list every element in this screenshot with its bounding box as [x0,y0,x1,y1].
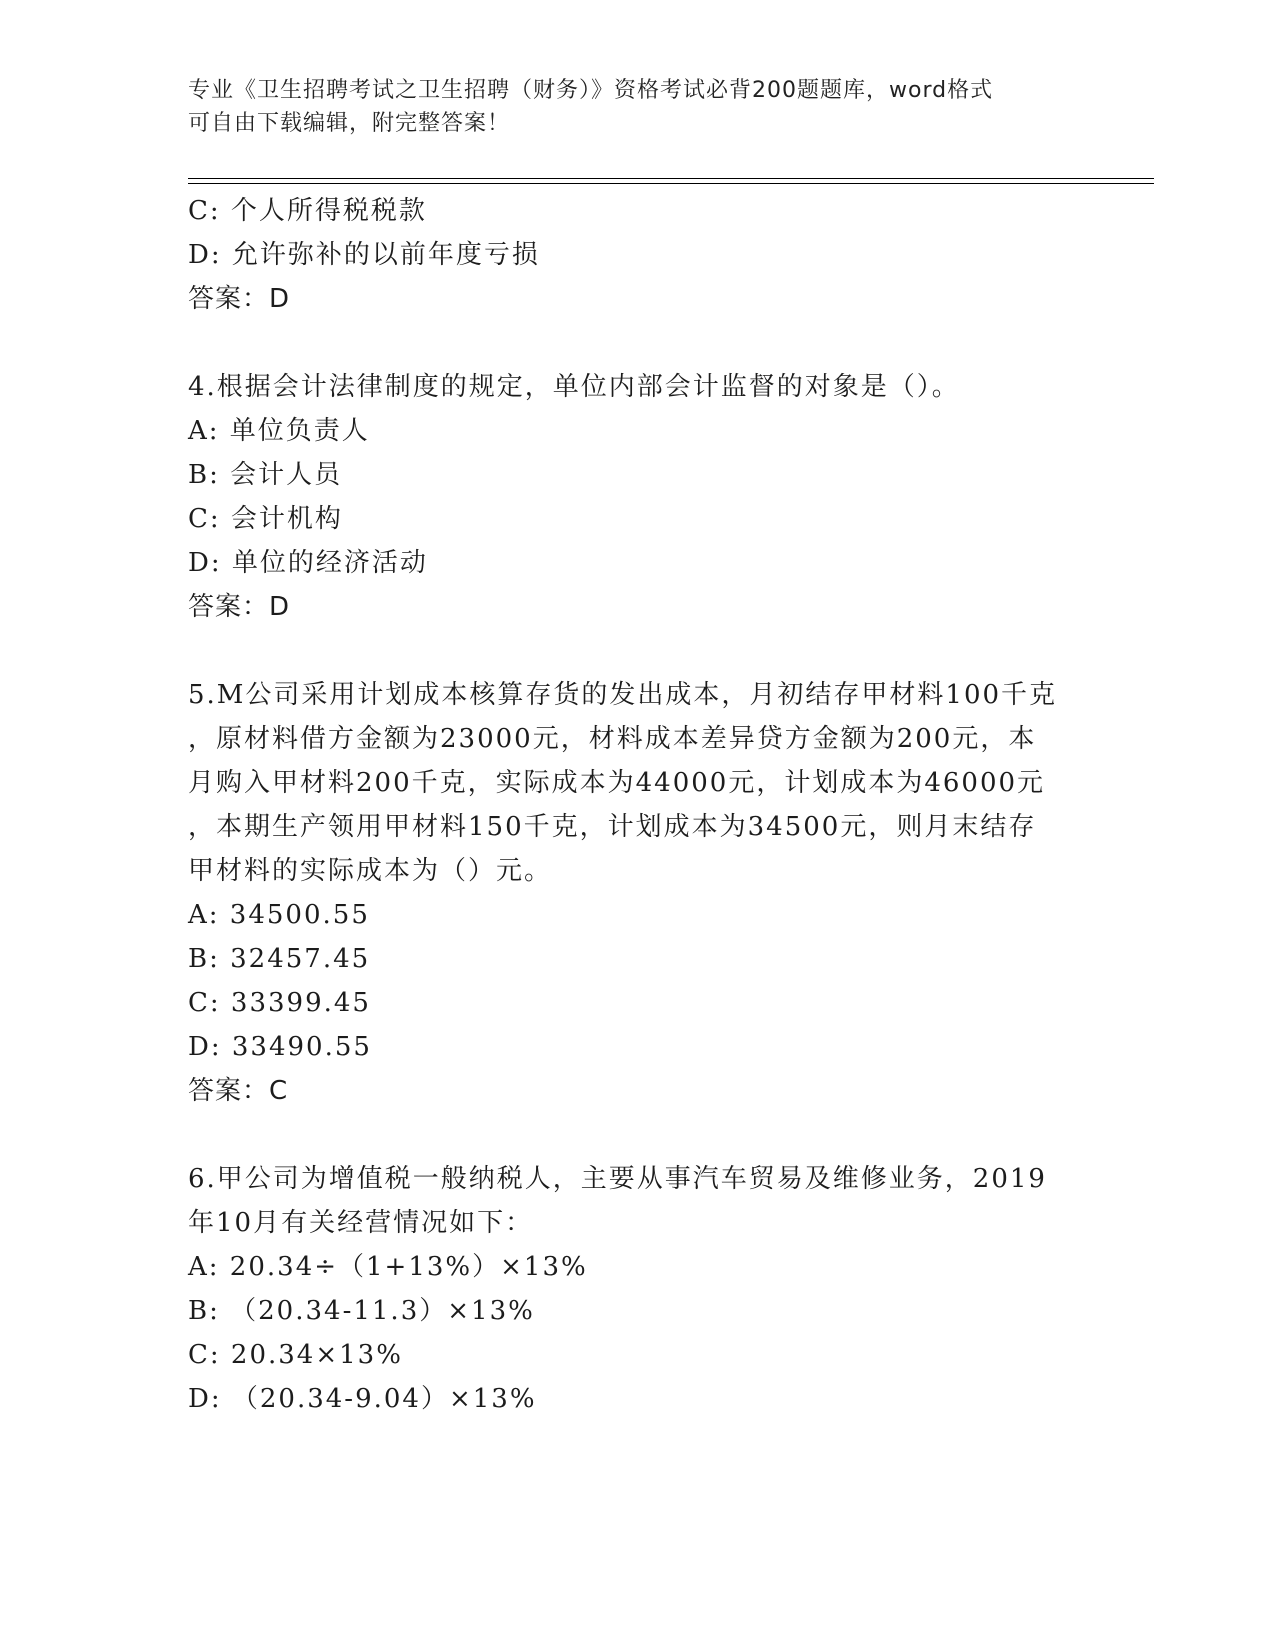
q5-stem-line-5: 甲材料的实际成本为（）元。 [188,856,553,886]
q6-option-d: D: （20.34-9.04）×13% [188,1384,537,1414]
q5-option-b: B: 32457.45 [188,944,371,974]
header-line-1: 专业《卫生招聘考试之卫生招聘（财务）》资格考试必背200题题库，word格式 [188,78,994,103]
q5-stem-line-4: ，本期生产领用甲材料150千克，计划成本为34500元，则月末结存 [188,812,1037,842]
header-rule-top [188,178,1154,179]
q6-stem-line-1: 6.甲公司为增值税一般纳税人，主要从事汽车贸易及维修业务，2019 [188,1164,1047,1194]
q4-option-b: B: 会计人员 [188,460,343,490]
q4-answer: 答案：D [188,592,291,622]
q5-stem-line-2: ，原材料借方金额为23000元，材料成本差异贷方金额为200元，本 [188,724,1037,754]
q3-option-d: D: 允许弥补的以前年度亏损 [188,240,540,270]
q5-option-d: D: 33490.55 [188,1032,372,1062]
q4-option-c: C: 会计机构 [188,504,343,534]
q5-answer: 答案：C [188,1076,289,1106]
q5-option-c: C: 33399.45 [188,988,371,1018]
q5-stem-line-1: 5.M公司采用计划成本核算存货的发出成本，月初结存甲材料100千克 [188,680,1058,710]
q6-stem-line-2: 年10月有关经营情况如下： [188,1208,534,1238]
document-header [188,74,1088,140]
q6-option-c: C: 20.34×13% [188,1340,403,1370]
q5-stem-line-3: 月购入甲材料200千克，实际成本为44000元，计划成本为46000元 [188,768,1046,798]
q5-option-a: A: 34500.55 [188,900,370,930]
q3-option-c: C: 个人所得税税款 [188,196,427,226]
q4-option-a: A: 单位负责人 [188,416,370,446]
q6-option-a: A: 20.34÷（1+13%）×13% [188,1252,588,1282]
q4-stem: 4.根据会计法律制度的规定，单位内部会计监督的对象是（）。 [188,372,960,402]
q3-answer: 答案：D [188,284,291,314]
header-line-2: 可自由下载编辑，附完整答案！ [188,111,511,136]
header-rule-bottom [188,183,1154,184]
q6-option-b: B: （20.34-11.3）×13% [188,1296,535,1326]
q4-option-d: D: 单位的经济活动 [188,548,428,578]
